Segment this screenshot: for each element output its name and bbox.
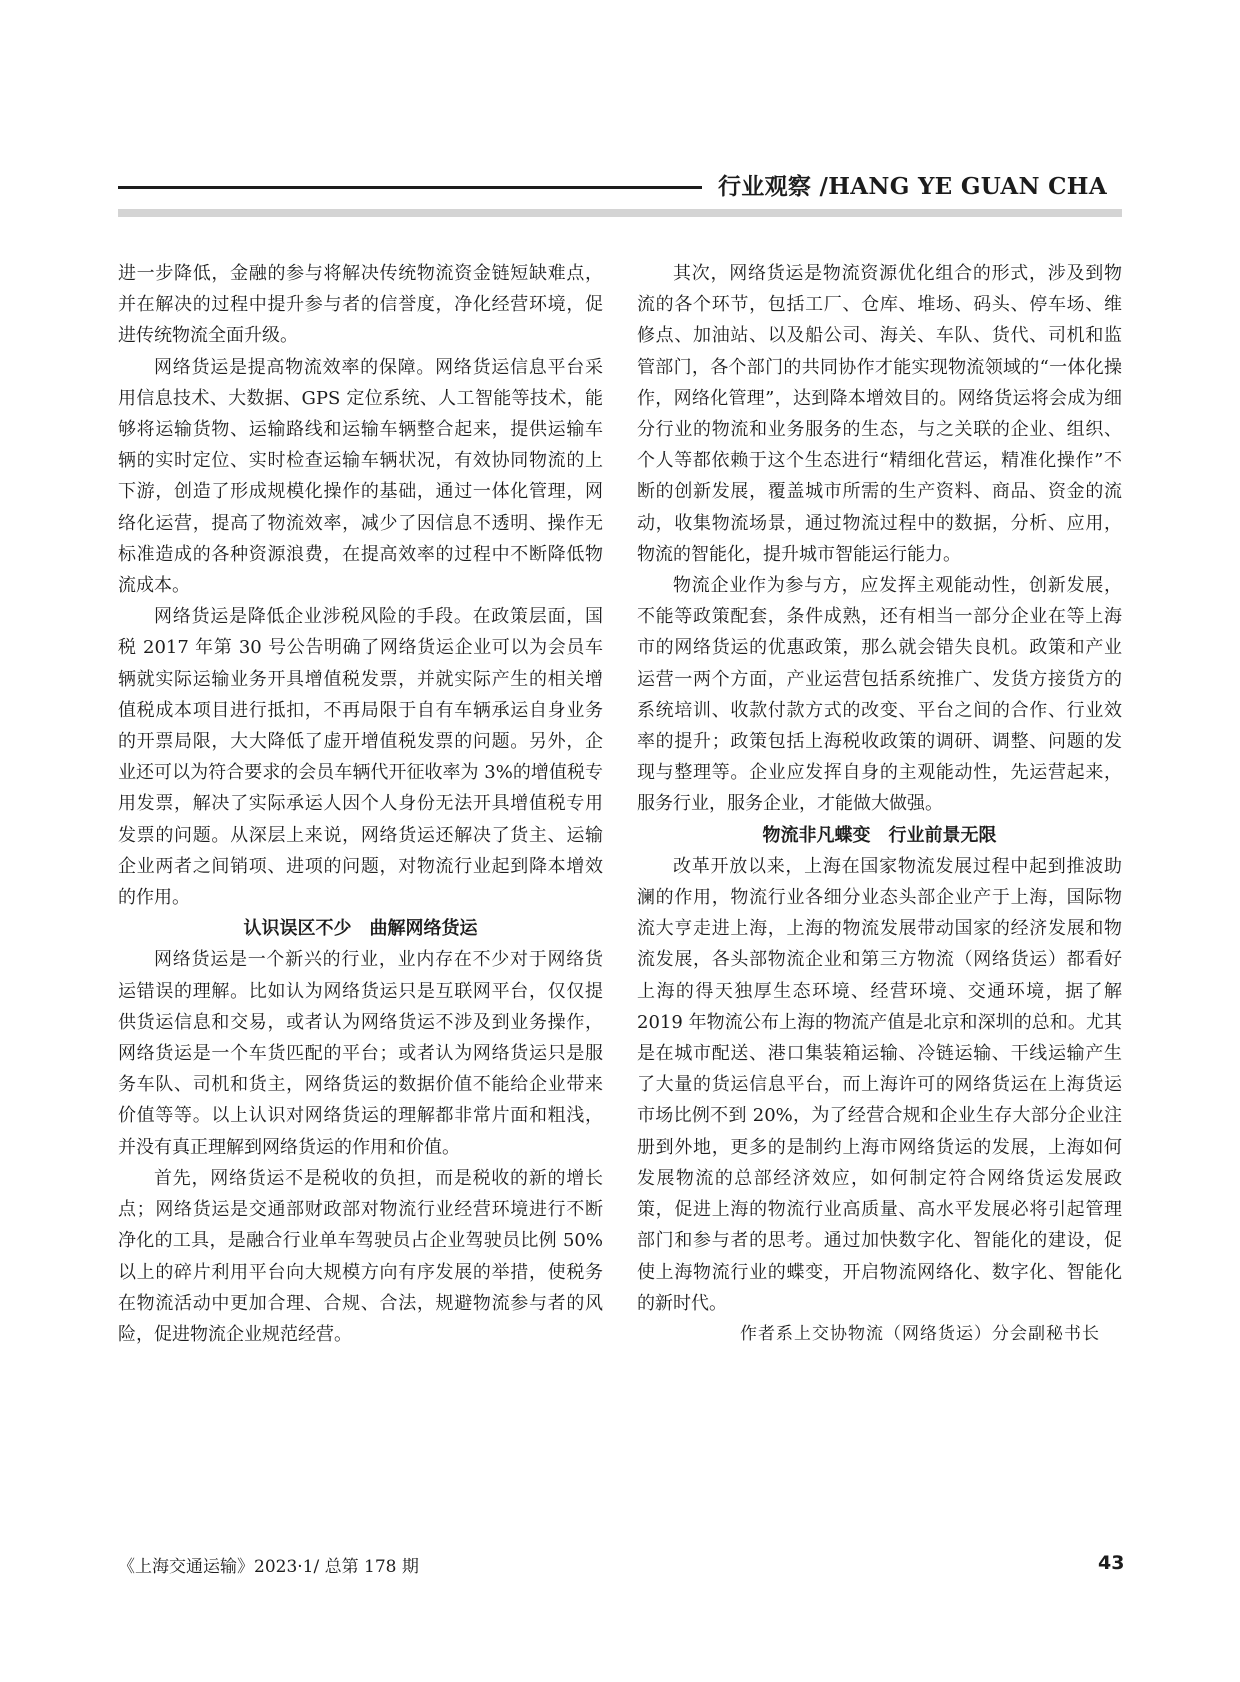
paragraph: 网络货运是提高物流效率的保障。网络货运信息平台采用信息技术、大数据、GPS 定位系统、人工智能等技术，能够将运输货物、运输路线和运输车辆整合起来，提供运输车辆的实时定位、实时检查运输车辆状况，有效协同物流的上下游，创造了形成规模化操作的基础，通过一体化管理，网络化运营，提高了物流效率，减少了因信息不透明、操作无标准造成的各种资源浪费，在提高效率的过程中不断降低物流成本。 — [118, 356, 603, 597]
paragraph: 网络货运是一个新兴的行业，业内存在不少对于网络货运错误的理解。比如认为网络货运只是互联网平台，仅仅提供货运信息和交易，或者认为网络货运不涉及到业务操作，网络货运是一个车货匹配的平台；或者认为网络货运只是服务车队、司机和货主，网络货运的数据价值不能给企业带来价值等等。以上认识对网络货运的理解都非常片面和粗浅，并没有真正理解到网络货运的作用和价值。 — [118, 949, 603, 1158]
left-column — [118, 258, 603, 1350]
subheading: 物流非凡蝶变 行业前景无限 — [762, 824, 997, 846]
header-divider — [118, 209, 1122, 217]
right-column — [637, 258, 1122, 1350]
paragraph: 首先，网络货运不是税收的负担，而是税收的新的增长点；网络货运是交通部财政部对物流行业经营环境进行不断净化的工具，是融合行业单车驾驶员占企业驾驶员比例 50%以上的碎片利用平台向大规模方向有序发展的举措，使税务在物流活动中更加合理、合规、合法，规避物流参与者的风险，促进物流企业规范经营。 — [118, 1167, 603, 1345]
journal-citation: 《上海交通运输》2023·1/ 总第 178 期 — [118, 1557, 419, 1577]
paragraph: 网络货运是降低企业涉税风险的手段。在政策层面，国税 2017 年第 30 号公告明确了网络货运企业可以为会员车辆就实际运输业务开具增值税发票，并就实际产生的相关增值税成本项目进行抵扣，不再局限于自有车辆承运自身业务的开票局限，大大降低了虚开增值税发票的问题。另外，企业还可以为符合要求的会员车辆代开征收率为 3%的增值税专用发票，解决了实际承运人因个人身份无法开具增值税专用发票的问题。从深层上来说，网络货运还解决了货主、运输企业两者之间销项、进项的问题，对物流行业起到降本增效的作用。 — [118, 606, 603, 909]
header-rule — [118, 186, 702, 189]
subheading: 认识误区不少 曲解网络货运 — [243, 918, 478, 940]
paragraph: 改革开放以来，上海在国家物流发展过程中起到推波助澜的作用，物流行业各细分业态头部企业产于上海，国际物流大亨走进上海，上海的物流发展带动国家的经济发展和物流发展，各头部物流企业和第三方物流（网络货运）都看好上海的得天独厚生态环境、经营环境、交通环境，据了解 2019 年物流公布上海的物流产值是北京和深圳的总和。尤其是在城市配送、港口集装箱运输、冷链运输、干线运输产生了大量的货运信息平台，而上海许可的网络货运在上海货运市场比例不到 20%，为了经营合规和企业生存大部分企业注册到外地，更多的是制约上海市网络货运的发展，上海如何发展物流的总部经济效应，如何制定符合网络货运发展政策，促进上海的物流行业高质量、高水平发展必将引起管理部门和参与者的思考。通过加快数字化、智能化的建设，促使上海物流行业的蝶变，开启物流网络化、数字化、智能化的新时代。 — [637, 855, 1122, 1314]
section-title: 行业观察 /HANG YE GUAN CHA — [718, 173, 1107, 200]
paragraph: 其次，网络货运是物流资源优化组合的形式，涉及到物流的各个环节，包括工厂、仓库、堆场、码头、停车场、维修点、加油站、以及船公司、海关、车队、货代、司机和监管部门，各个部门的共同协作才能实现物流领域的“一体化操作，网络化管理”，达到降本增效目的。网络货运将会成为细分行业的物流和业务服务的生态，与之关联的企业、组织、个人等都依赖于这个生态进行“精细化营运，精准化操作”不断的创新发展，覆盖城市所需的生产资料、商品、资金的流动，收集物流场景，通过物流过程中的数据，分析、应用，物流的智能化，提升城市智能运行能力。 — [637, 263, 1122, 565]
page-number: 43 — [1098, 1552, 1125, 1574]
author-note: 作者系上交协物流（网络货运）分会副秘书长 — [740, 1323, 1100, 1344]
paragraph: 进一步降低，金融的参与将解决传统物流资金链短缺难点，并在解决的过程中提升参与者的信誉度，净化经营环境，促进传统物流全面升级。 — [118, 263, 603, 347]
paragraph: 物流企业作为参与方，应发挥主观能动性，创新发展，不能等政策配套，条件成熟，还有相当一部分企业在等上海市的网络货运的优惠政策，那么就会错失良机。政策和产业运营一两个方面，产业运营包括系统推广、发货方接货方的系统培训、收款付款方式的改变、平台之间的合作、行业效率的提升；政策包括上海税收政策的调研、调整、问题的发现与整理等。企业应发挥自身的主观能动性，先运营起来，服务行业，服务企业，才能做大做强。 — [637, 575, 1122, 815]
